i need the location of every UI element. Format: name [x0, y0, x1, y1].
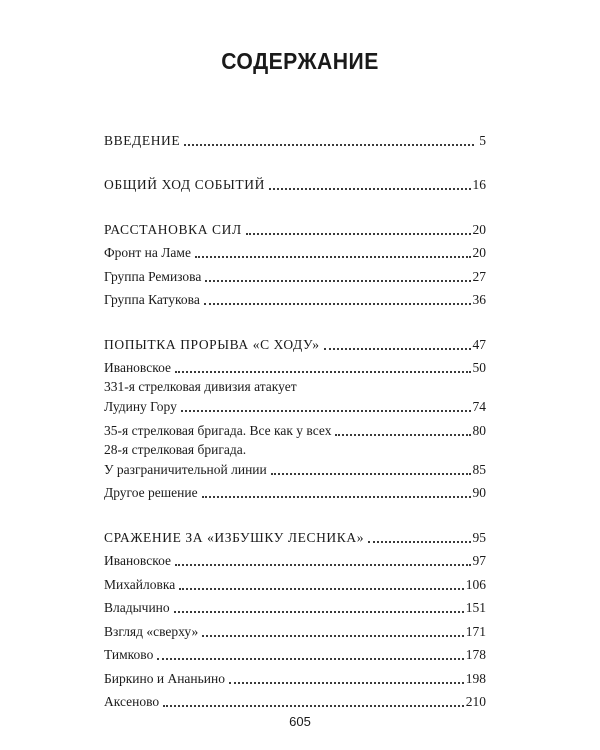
- toc-item[interactable]: [104, 418, 486, 442]
- toc-item-label: Михайловка: [104, 576, 176, 592]
- toc-item-label: 35-я стрелковая бригада. Все как у всех: [104, 422, 332, 438]
- dot-leader: [271, 472, 471, 475]
- dot-leader: [246, 232, 471, 235]
- toc-item-label: Фронт на Ламе: [104, 245, 191, 260]
- dot-leader: [204, 302, 471, 305]
- toc-section-general-course[interactable]: [104, 173, 486, 197]
- toc-section-label: РАССТАНОВКА СИЛ: [104, 221, 242, 237]
- toc-item[interactable]: [104, 481, 486, 505]
- section-gap: [104, 196, 486, 217]
- toc-page-number: 97: [472, 553, 486, 568]
- dot-leader: [269, 187, 471, 190]
- toc-item[interactable]: [104, 288, 486, 312]
- dot-leader: [174, 610, 464, 613]
- toc-page-number: 27: [472, 268, 486, 284]
- dot-leader: [184, 143, 474, 146]
- dot-leader: [157, 657, 463, 660]
- dot-leader: [324, 347, 471, 350]
- page-number-footer: 605: [289, 714, 311, 729]
- dot-leader: [179, 587, 464, 590]
- dot-leader: [202, 634, 464, 637]
- toc-item-label: Ивановское: [104, 553, 171, 568]
- toc-item[interactable]: [104, 643, 486, 667]
- dot-leader: [368, 540, 470, 543]
- toc-page-number: 151: [465, 600, 486, 615]
- section-gap: [104, 504, 486, 525]
- toc-section-disposition[interactable]: [104, 217, 486, 241]
- dot-leader: [163, 704, 464, 707]
- toc-page-number: 90: [472, 485, 486, 500]
- toc-page-number: 106: [465, 576, 486, 592]
- toc-item-label: Аксеново: [104, 694, 160, 709]
- toc-page-number: 20: [472, 245, 486, 260]
- toc-section-label: СРАЖЕНИЕ ЗА «ИЗБУШКУ ЛЕСНИКА»: [104, 529, 365, 545]
- toc-page-number: 16: [472, 177, 486, 192]
- dot-leader: [181, 409, 471, 412]
- toc-section-battle-forester-hut[interactable]: [104, 525, 486, 549]
- toc-item[interactable]: [104, 379, 486, 418]
- toc-section-introduction[interactable]: [104, 128, 486, 152]
- toc-item-label: Тимково: [104, 647, 154, 662]
- toc-item[interactable]: [104, 442, 486, 481]
- toc-item[interactable]: [104, 572, 486, 596]
- toc-page-number: 198: [465, 670, 486, 686]
- toc-page-number: 171: [465, 623, 486, 639]
- dot-leader: [175, 563, 471, 566]
- toc-section-label: ОБЩИЙ ХОД СОБЫТИЙ: [104, 177, 265, 192]
- toc-page-number: 95: [472, 529, 486, 545]
- toc-page-number: 80: [472, 422, 486, 438]
- toc-item[interactable]: [104, 666, 486, 690]
- toc-item[interactable]: [104, 596, 486, 620]
- toc-item-label: Ивановское: [104, 360, 171, 375]
- toc-item-label: Группа Катукова: [104, 292, 200, 307]
- toc-item[interactable]: [104, 356, 486, 380]
- toc-item-label: У разграничительной линии: [104, 461, 267, 477]
- toc-page-number: 210: [465, 694, 486, 709]
- dot-leader: [229, 681, 464, 684]
- toc-page-number: 47: [472, 336, 486, 352]
- page-title: СОДЕРЖАНИЕ: [221, 48, 379, 74]
- toc-item-label: Владычино: [104, 600, 170, 615]
- toc-page-number: 20: [472, 221, 486, 237]
- toc-section-label: ПОПЫТКА ПРОРЫВА «С ХОДУ»: [104, 336, 320, 352]
- toc-page-number: 178: [465, 647, 486, 662]
- toc-page-number: 85: [472, 461, 486, 477]
- section-gap: [104, 311, 486, 332]
- section-gap: [104, 152, 486, 173]
- toc-item-label: Группа Ремизова: [104, 268, 202, 284]
- toc-item-label: Другое решение: [104, 485, 198, 500]
- toc-item-label-line1: 28-я стрелковая бригада.: [104, 441, 247, 457]
- dot-leader: [175, 370, 471, 373]
- toc-item[interactable]: [104, 549, 486, 573]
- toc-page-number: 36: [472, 292, 486, 307]
- toc-item[interactable]: [104, 619, 486, 643]
- toc-page-number: 50: [472, 360, 486, 375]
- toc-item[interactable]: [104, 241, 486, 265]
- dot-leader: [335, 433, 470, 436]
- toc-item[interactable]: [104, 264, 486, 288]
- toc-section-label: ВВЕДЕНИЕ: [104, 132, 181, 148]
- dot-leader: [205, 279, 470, 282]
- toc-page-number: 5: [479, 132, 486, 148]
- toc-item-label: Лудину Гору: [104, 399, 177, 414]
- toc-item-label: Взгляд «сверху»: [104, 623, 199, 639]
- dot-leader: [195, 255, 471, 258]
- dot-leader: [202, 495, 471, 498]
- toc-item[interactable]: [104, 690, 486, 714]
- toc-page-number: 74: [472, 399, 486, 414]
- toc-item-label-line1: 331-я стрелковая дивизия атакует: [104, 379, 297, 394]
- table-of-contents: [104, 128, 486, 713]
- toc-section-breakthrough-attempt[interactable]: [104, 332, 486, 356]
- toc-item-label: Биркино и Ананьино: [104, 670, 226, 686]
